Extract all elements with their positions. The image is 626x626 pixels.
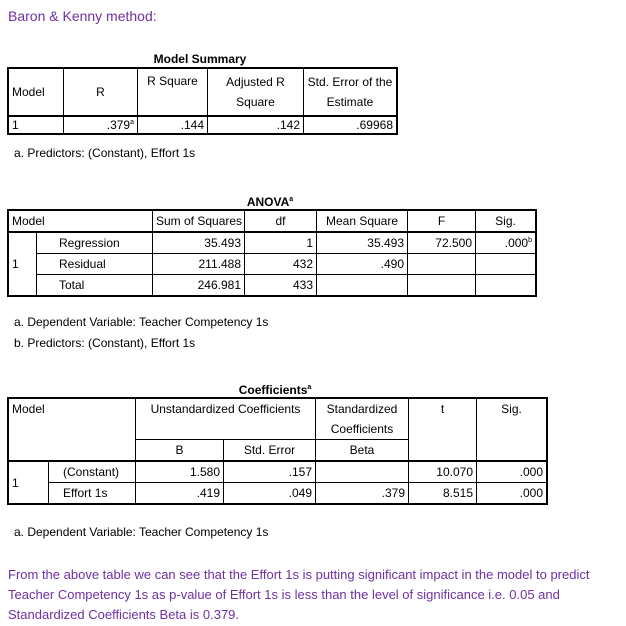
table-header-row bbox=[9, 211, 536, 233]
col-header: Std. Error bbox=[224, 440, 316, 462]
anova-title: ANOVA$^a$ bbox=[246, 195, 294, 209]
cell-t: 10.070 bbox=[409, 461, 477, 483]
col-header: Standardized Coefficients bbox=[316, 399, 409, 440]
cell-f: 72.500 bbox=[408, 232, 476, 254]
table-header-row bbox=[9, 69, 397, 117]
cell-std-error: .69968 bbox=[304, 116, 397, 134]
section-heading: Baron & Kenny method: bbox=[8, 8, 157, 24]
cell-r-square: .144 bbox=[138, 116, 208, 134]
cell-r: .379$^a$ bbox=[64, 116, 138, 134]
cell-df: 1 bbox=[245, 232, 317, 254]
col-header: t bbox=[409, 399, 477, 462]
col-header: Model bbox=[9, 399, 136, 462]
cell-sig bbox=[476, 275, 536, 296]
anova-footnote-b: b. Predictors: (Constant), Effort 1s bbox=[14, 336, 196, 350]
table-row bbox=[9, 275, 536, 296]
row-label: Residual bbox=[37, 254, 153, 275]
cell-model: 1 bbox=[9, 461, 49, 504]
cell-beta: .379 bbox=[316, 483, 409, 504]
anova-table bbox=[8, 210, 536, 296]
col-header: B bbox=[136, 440, 224, 462]
cell-se: .157 bbox=[224, 461, 316, 483]
col-header: Sum of Squares bbox=[153, 211, 245, 233]
col-header: Model bbox=[9, 211, 153, 233]
coefficients-title: Coefficients$^a$ bbox=[238, 383, 312, 397]
cell-sig: .000 bbox=[477, 483, 547, 504]
table-row bbox=[9, 461, 547, 483]
cell-sig: .000 bbox=[477, 461, 547, 483]
col-header: F bbox=[408, 211, 476, 233]
cell-f bbox=[408, 275, 476, 296]
col-header: R Square bbox=[138, 69, 208, 117]
col-header: Beta bbox=[316, 440, 409, 462]
col-header: R bbox=[64, 69, 138, 117]
coefficients-footnote: a. Dependent Variable: Teacher Competency 1s bbox=[14, 525, 269, 539]
cell-df: 433 bbox=[245, 275, 317, 296]
cell-se: .049 bbox=[224, 483, 316, 504]
table-row bbox=[9, 483, 547, 504]
cell-ss: 35.493 bbox=[153, 232, 245, 254]
row-label: Regression bbox=[37, 232, 153, 254]
cell-adj-r-square: .142 bbox=[208, 116, 304, 134]
cell-ss: 246.981 bbox=[153, 275, 245, 296]
cell-b: .419 bbox=[136, 483, 224, 504]
table-row bbox=[9, 116, 397, 134]
table-row bbox=[9, 232, 536, 254]
col-header: Mean Square bbox=[317, 211, 408, 233]
cell-sig: .000$^b$ bbox=[476, 232, 536, 254]
col-header: Std. Error of the Estimate bbox=[304, 69, 397, 117]
coefficients-table bbox=[8, 398, 547, 504]
col-header: Sig. bbox=[477, 399, 547, 462]
cell-ss: 211.488 bbox=[153, 254, 245, 275]
cell-sig bbox=[476, 254, 536, 275]
col-header: Model bbox=[9, 69, 64, 117]
cell-ms bbox=[317, 275, 408, 296]
cell-t: 8.515 bbox=[409, 483, 477, 504]
model-summary-footnote: a. Predictors: (Constant), Effort 1s bbox=[14, 146, 196, 160]
row-label: (Constant) bbox=[49, 461, 136, 483]
cell-ms: .490 bbox=[317, 254, 408, 275]
cell-model: 1 bbox=[9, 116, 64, 134]
model-summary-table bbox=[8, 68, 397, 134]
conclusion-paragraph: From the above table we can see that the Effort 1s is putting significant impact in the model to predict Teacher Competency 1s as p-value of Effort 1s is less than the level of significance i.e. 0.05 and Standardized Coefficients Beta is 0.379. bbox=[8, 567, 590, 622]
row-label: Effort 1s bbox=[49, 483, 136, 504]
cell-df: 432 bbox=[245, 254, 317, 275]
row-label: Total bbox=[37, 275, 153, 296]
cell-ms: 35.493 bbox=[317, 232, 408, 254]
cell-b: 1.580 bbox=[136, 461, 224, 483]
col-header: df bbox=[245, 211, 317, 233]
cell-model: 1 bbox=[9, 232, 37, 296]
anova-footnote-a: a. Dependent Variable: Teacher Competency 1s bbox=[14, 315, 269, 329]
table-row bbox=[9, 254, 536, 275]
col-header: Sig. bbox=[476, 211, 536, 233]
col-header: Adjusted R Square bbox=[208, 69, 304, 117]
cell-f bbox=[408, 254, 476, 275]
model-summary-title: Model Summary bbox=[153, 52, 247, 66]
col-header: Unstandardized Coefficients bbox=[136, 399, 316, 440]
cell-beta bbox=[316, 461, 409, 483]
